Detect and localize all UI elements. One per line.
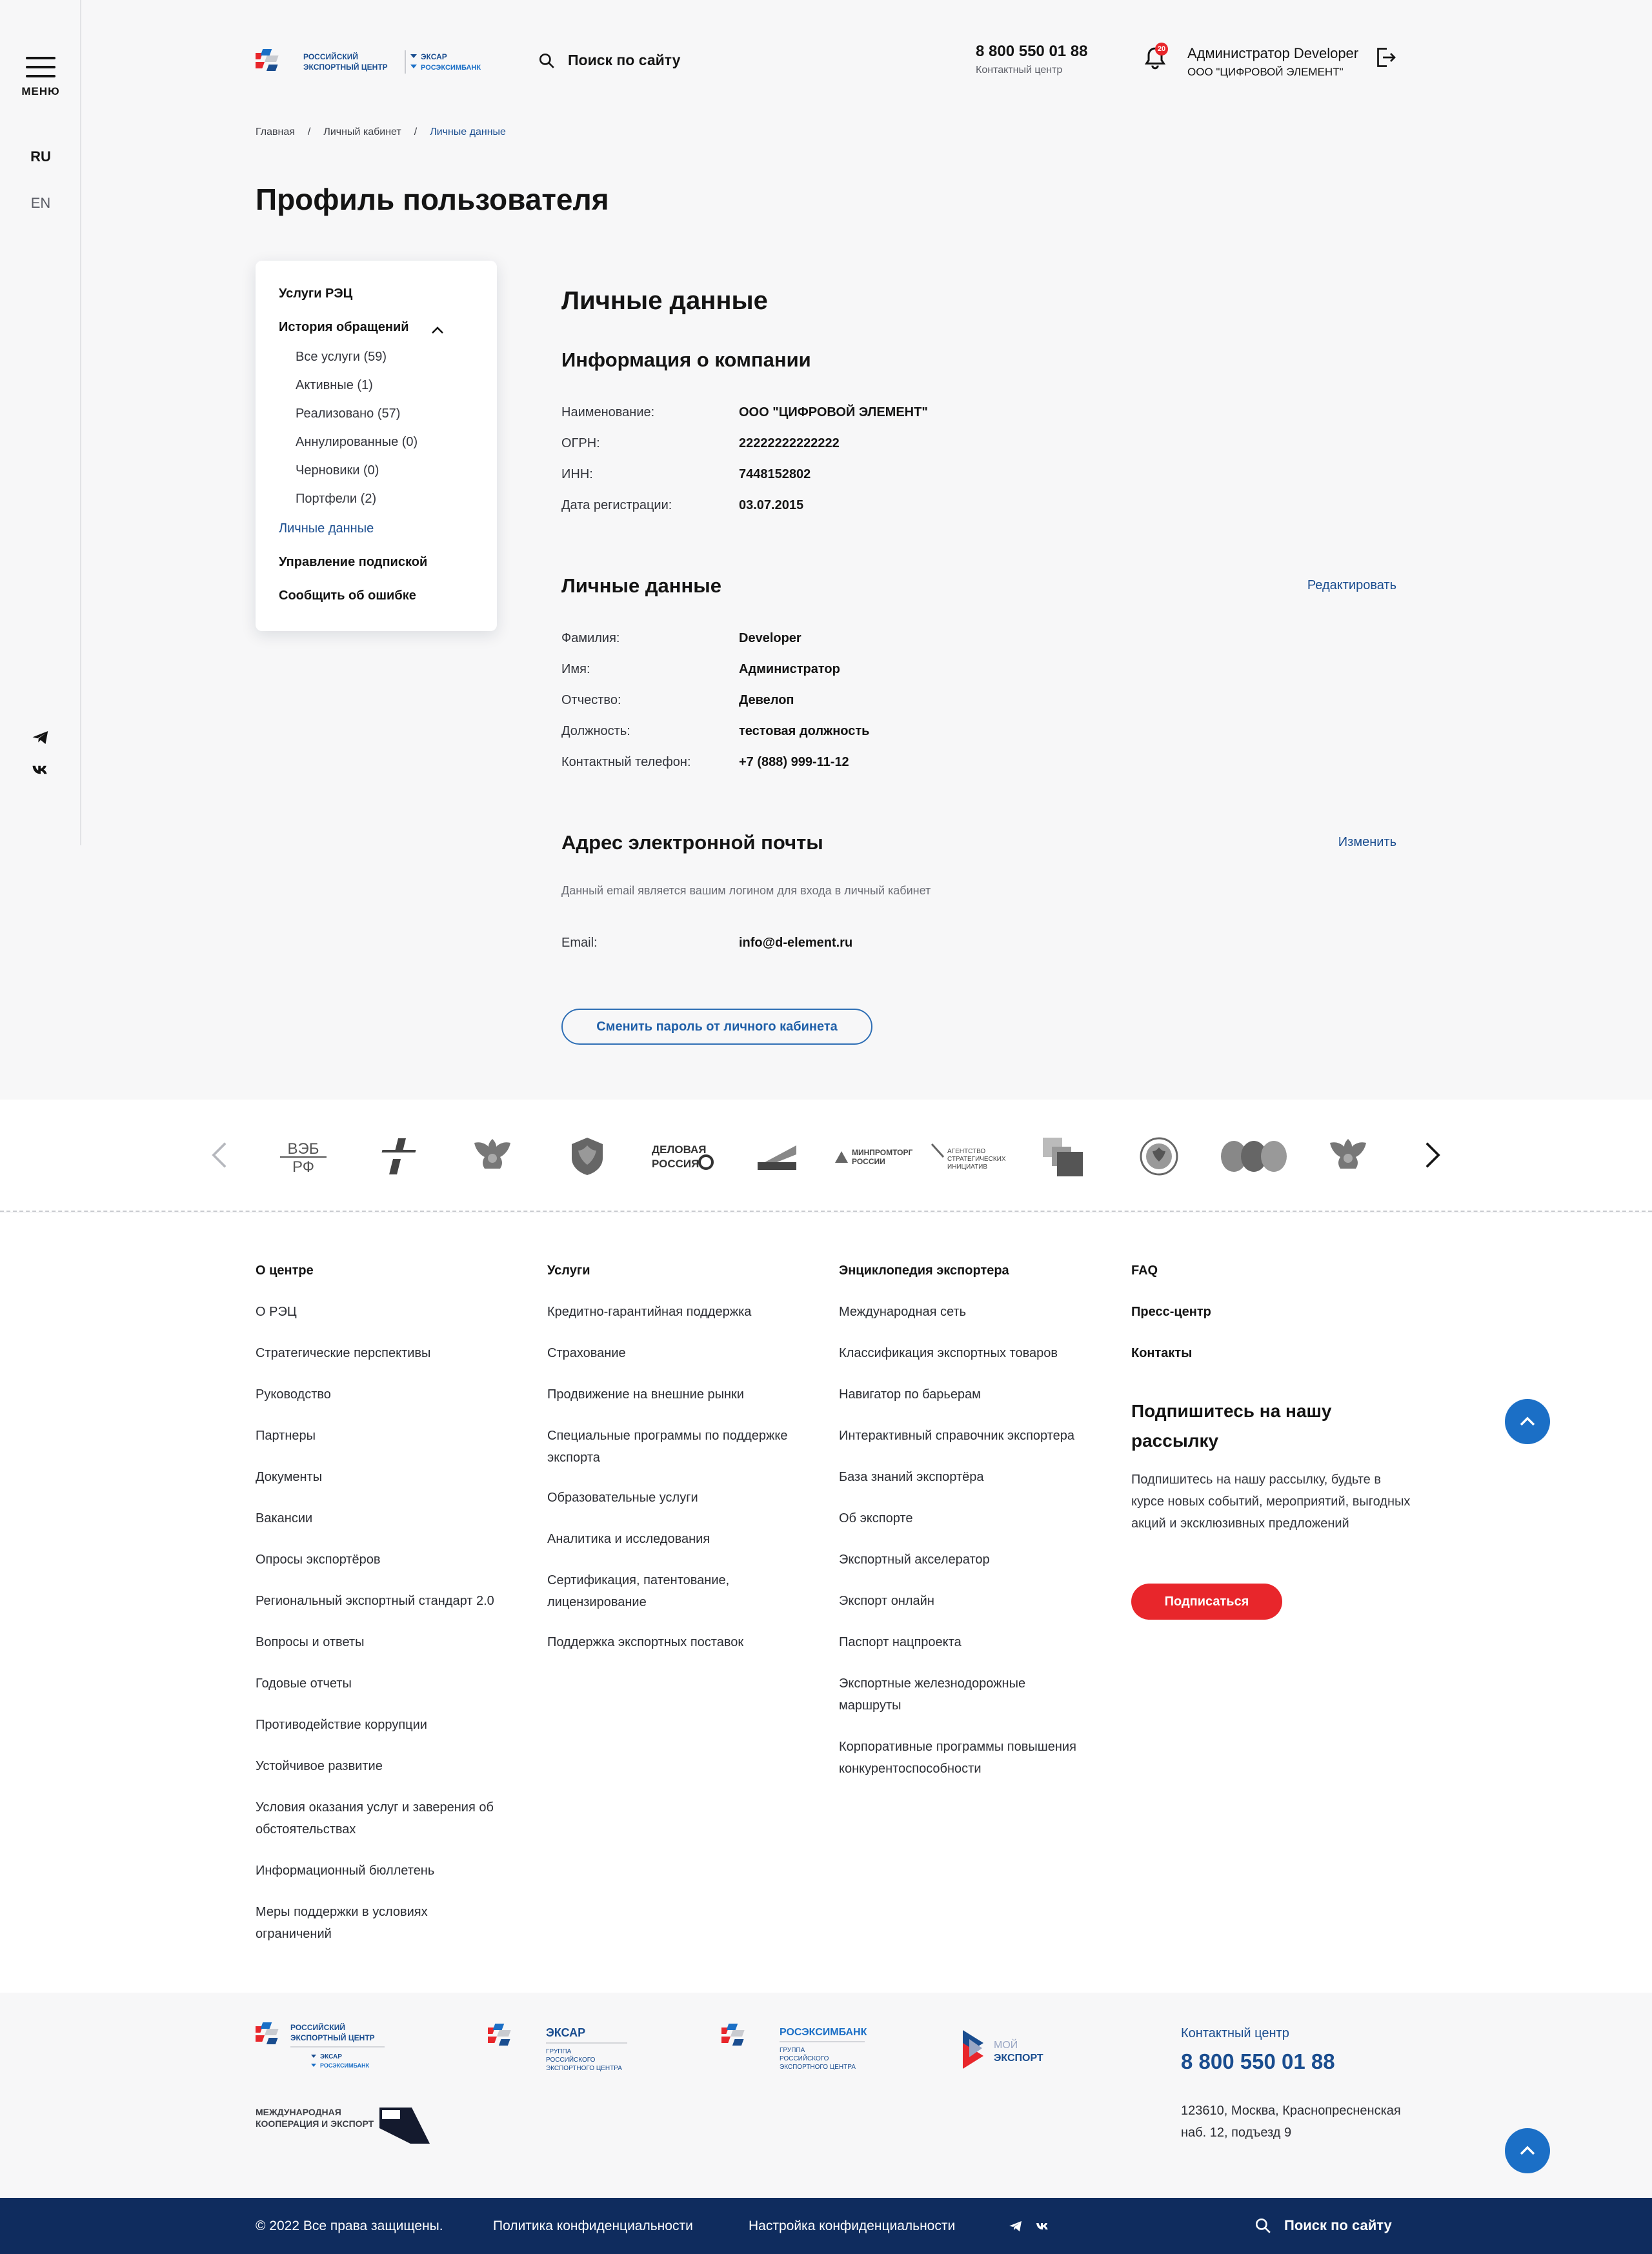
sidebar-sub-drafts[interactable]: Черновики (0) <box>296 463 379 478</box>
f-logo-exiar: ЭКСАР <box>320 2053 342 2060</box>
breadcrumb-home[interactable]: Главная <box>256 126 295 137</box>
asi-3: ИНИЦИАТИВ <box>947 1163 988 1171</box>
partner-minpromtorg-logo[interactable] <box>832 1133 916 1180</box>
logo-line-2: ЭКСПОРТНЫЙ ЦЕНТР <box>303 63 388 72</box>
scroll-top-button[interactable] <box>1505 1399 1550 1444</box>
company-value-date: 03.07.2015 <box>739 498 804 512</box>
exiar-sub-3: ЭКСПОРТНОГО ЦЕНТРА <box>546 2065 622 2072</box>
privacy-settings-link[interactable]: Настройка конфиденциальности <box>749 2219 956 2233</box>
personal-label-position: Должность: <box>561 724 630 738</box>
header-phone-caption: Контактный центр <box>976 65 1063 75</box>
sidebar-item-services[interactable]: Услуги РЭЦ <box>279 287 353 301</box>
company-label-name: Наименование: <box>561 405 655 419</box>
profile-sidebar <box>256 261 497 631</box>
personal-value-phone: +7 (888) 999-11-12 <box>739 755 849 769</box>
footer-link[interactable]: Навигатор по барьерам <box>839 1387 981 1402</box>
chevron-right-icon[interactable] <box>1424 1141 1442 1169</box>
sidebar-item-history[interactable]: История обращений <box>279 320 409 334</box>
partner-asi-logo[interactable] <box>929 1133 1007 1180</box>
company-value-name: ООО "ЦИФРОВОЙ ЭЛЕМЕНТ" <box>739 405 928 419</box>
change-email-link[interactable]: Изменить <box>1338 835 1396 849</box>
left-rail <box>0 0 81 845</box>
bank-sub-2: РОССИЙСКОГО <box>780 2055 829 2062</box>
footer-link[interactable]: Противодействие коррупции <box>256 1718 427 1732</box>
footer-link[interactable]: Информационный бюллетень <box>256 1864 435 1878</box>
breadcrumb-separator: / <box>414 126 418 137</box>
notification-badge: 20 <box>1155 43 1168 55</box>
menu-button[interactable] <box>21 57 60 97</box>
logo-bank: РОСЭКСИМБАНК <box>421 64 481 72</box>
f-logo-line-2: ЭКСПОРТНЫЙ ЦЕНТР <box>290 2033 375 2042</box>
footer-exiar-logo[interactable] <box>488 2022 636 2080</box>
bank-sub-1: ГРУППА <box>780 2047 805 2054</box>
search-icon <box>1254 2217 1271 2234</box>
bank-sub-3: ЭКСПОРТНОГО ЦЕНТРА <box>780 2064 856 2071</box>
footer-link[interactable]: Международная сеть <box>839 1305 967 1319</box>
asi-1: АГЕНТСТВО <box>947 1148 986 1155</box>
user-menu[interactable] <box>1187 45 1358 79</box>
minprom-bottom: РОССИИ <box>852 1157 885 1166</box>
footer-link[interactable]: Паспорт нацпроекта <box>839 1635 962 1649</box>
address: 123610, Москва, Краснопресненская наб. 12, подъезд 9 <box>1181 2104 1401 2140</box>
personal-label-patronymic: Отчество: <box>561 693 621 707</box>
footer-link[interactable]: Опросы экспортёров <box>256 1553 381 1567</box>
minprom-top: МИНПРОМТОРГ <box>852 1148 913 1157</box>
partner-veb-logo[interactable] <box>277 1133 329 1180</box>
contact-center-caption: Контактный центр <box>1181 2026 1289 2040</box>
contact-center-phone[interactable]: 8 800 550 01 88 <box>1181 2049 1335 2073</box>
footer-link[interactable]: О РЭЦ <box>256 1305 297 1319</box>
exiar-sub-2: РОССИЙСКОГО <box>546 2057 596 2064</box>
exiar-sub-1: ГРУППА <box>546 2048 572 2055</box>
nac-line-2: КООПЕРАЦИЯ И ЭКСПОРТ <box>256 2118 374 2129</box>
personal-value-patronymic: Девелоп <box>739 693 794 707</box>
footer-col2-head[interactable]: Услуги <box>547 1263 590 1278</box>
subscribe-title: Подпишитесь на нашу рассылку <box>1131 1401 1332 1451</box>
partner-emblem-logo[interactable] <box>568 1133 607 1180</box>
personal-label-phone: Контактный телефон: <box>561 755 691 769</box>
logo-line-1: РОССИЙСКИЙ <box>303 52 359 61</box>
edit-personal-link[interactable]: Редактировать <box>1307 578 1396 592</box>
header-phone[interactable] <box>976 43 1088 76</box>
footer-link[interactable]: Экспортный акселератор <box>839 1553 990 1567</box>
rec-logo[interactable] <box>256 48 481 76</box>
partner-flag-logo[interactable] <box>755 1133 799 1180</box>
personal-title: Личные данные <box>561 574 721 597</box>
email-title: Адрес электронной почты <box>561 831 823 854</box>
footer-link[interactable]: Руководство <box>256 1387 331 1402</box>
company-label-ogrn: ОГРН: <box>561 436 600 450</box>
logo-exiar: ЭКСАР <box>421 52 447 61</box>
footer-link[interactable]: Устойчивое развитие <box>256 1759 383 1773</box>
header-phone-number[interactable]: 8 800 550 01 88 <box>976 43 1088 60</box>
footer-link[interactable]: Классификация экспортных товаров <box>839 1346 1058 1360</box>
footer-search[interactable] <box>1254 2217 1392 2234</box>
partner-squares-logo[interactable] <box>1040 1133 1085 1180</box>
sidebar-item-personal[interactable]: Личные данные <box>279 521 374 536</box>
footer-link[interactable]: Интерактивный справочник экспортера <box>839 1429 1075 1443</box>
delovaya-top: ДЕЛОВАЯ <box>652 1143 707 1156</box>
moy-export-logo[interactable] <box>960 2025 1051 2077</box>
chevron-left-icon[interactable] <box>210 1141 228 1169</box>
footer-links <box>0 1213 1652 1993</box>
copyright-bar <box>0 2198 1652 2254</box>
personal-value-surname: Developer <box>739 631 801 645</box>
email-note: Данный email является вашим логином для входа в личный кабинет <box>561 884 931 897</box>
personal-label-surname: Фамилия: <box>561 631 620 645</box>
footer-link[interactable]: Кредитно-гарантийная поддержка <box>547 1305 752 1319</box>
copyright: © 2022 Все права защищены. <box>256 2219 443 2233</box>
footer-rec-logo[interactable] <box>256 2021 398 2079</box>
footer-contacts[interactable]: Контакты <box>1131 1346 1193 1360</box>
veb-top: ВЭБ <box>287 1140 319 1158</box>
subscribe-button[interactable]: Подписаться <box>1131 1584 1282 1620</box>
user-org: ООО "ЦИФРОВОЙ ЭЛЕМЕНТ" <box>1187 66 1344 78</box>
moy-bottom: ЭКСПОРТ <box>994 2053 1043 2064</box>
company-value-inn: 7448152802 <box>739 467 811 481</box>
footer-link[interactable]: Образовательные услуги <box>547 1491 698 1505</box>
footer-link[interactable]: Корпоративные программы повышения конкурентоспособности <box>839 1740 1076 1776</box>
partner-rsp-logo[interactable] <box>373 1133 419 1180</box>
partners-carousel <box>0 1100 1652 1212</box>
subscribe-text: Подпишитесь на нашу рассылку, будьте в курсе новых событий, мероприятий, выгодных акций и эксклюзивных предложений <box>1131 1473 1411 1531</box>
telegram-icon[interactable] <box>31 728 50 747</box>
f-logo-bank: РОСЭКСИМБАНК <box>320 2062 370 2069</box>
nac-line-1: МЕЖДУНАРОДНАЯ <box>256 2107 341 2117</box>
footer-press[interactable]: Пресс-центр <box>1131 1305 1211 1319</box>
breadcrumb-cabinet[interactable]: Личный кабинет <box>323 126 401 137</box>
email-label: Email: <box>561 936 598 950</box>
partner-delovaya-rossiya-logo[interactable] <box>650 1133 715 1180</box>
sidebar-sub-done[interactable]: Реализовано (57) <box>296 407 401 421</box>
sidebar-item-subscription[interactable]: Управление подпиской <box>279 555 428 569</box>
footer-faq[interactable]: FAQ <box>1131 1263 1158 1278</box>
footer-link[interactable]: Партнеры <box>256 1429 316 1443</box>
page-title: Профиль пользователя <box>256 183 609 216</box>
scroll-top-button-bottom[interactable] <box>1505 2128 1550 2173</box>
search-icon <box>538 52 555 69</box>
footer-link[interactable]: Аналитика и исследования <box>547 1532 710 1546</box>
sidebar-item-report[interactable]: Сообщить об ошибке <box>279 589 416 603</box>
personal-label-name: Имя: <box>561 662 590 676</box>
company-value-ogrn: 22222222222222 <box>739 436 840 450</box>
personal-value-name: Администратор <box>739 662 840 676</box>
bank-name: РОСЭКСИМБАНК <box>780 2027 867 2038</box>
change-password-button[interactable]: Сменить пароль от личного кабинета <box>561 1009 872 1045</box>
partner-eagle-logo[interactable] <box>471 1133 514 1180</box>
footer-col3-head[interactable]: Энциклопедия экспортера <box>839 1263 1009 1278</box>
moy-top: МОЙ <box>994 2040 1018 2051</box>
company-title: Информация о компании <box>561 348 811 371</box>
sidebar-sub-all[interactable]: Все услуги (59) <box>296 350 387 364</box>
user-name: Администратор Developer <box>1187 45 1359 61</box>
nacproekt-logo[interactable] <box>256 2101 436 2146</box>
personal-value-position: тестовая должность <box>739 724 870 738</box>
chevron-up-icon[interactable] <box>430 323 445 338</box>
footer-link[interactable]: Об экспорте <box>839 1511 913 1525</box>
footer-link[interactable]: Меры поддержки в условиях ограничений <box>256 1905 428 1941</box>
chevron-up-icon <box>1518 1412 1537 1431</box>
footer-link[interactable]: Региональный экспортный стандарт 2.0 <box>256 1594 494 1608</box>
asi-2: СТРАТЕГИЧЕСКИХ <box>947 1156 1006 1163</box>
header-search[interactable] <box>538 52 680 69</box>
lang-en[interactable]: EN <box>30 195 51 211</box>
footer-col1-head[interactable]: О центре <box>256 1263 314 1278</box>
footer-link[interactable]: Экспорт онлайн <box>839 1594 934 1608</box>
footer-link[interactable]: Условия оказания услуг и заверения об обстоятельствах <box>256 1800 494 1836</box>
f-logo-line-1: РОССИЙСКИЙ <box>290 2023 346 2032</box>
exiar-name: ЭКСАР <box>546 2026 586 2039</box>
footer-link[interactable]: Стратегические перспективы <box>256 1346 431 1360</box>
footer-link[interactable]: Вакансии <box>256 1511 313 1525</box>
menu-label: МЕНЮ <box>21 85 60 97</box>
company-label-date: Дата регистрации: <box>561 498 672 512</box>
breadcrumb-current: Личные данные <box>430 126 506 137</box>
company-label-inn: ИНН: <box>561 467 593 481</box>
section-title: Личные данные <box>561 287 768 315</box>
sidebar-sub-active[interactable]: Активные (1) <box>296 378 373 392</box>
sidebar-sub-cancelled[interactable]: Аннулированные (0) <box>296 435 418 449</box>
footer-link[interactable]: Экспортные железнодорожные маршруты <box>839 1676 1026 1713</box>
partner-waves-logo[interactable] <box>1218 1133 1289 1180</box>
vk-icon[interactable] <box>1035 2219 1051 2234</box>
footer-bank-logo[interactable] <box>721 2022 870 2080</box>
logout-icon[interactable] <box>1373 45 1396 70</box>
email-value: info@d-element.ru <box>739 936 853 950</box>
veb-bottom: РФ <box>292 1158 314 1176</box>
privacy-link[interactable]: Политика конфиденциальности <box>493 2219 693 2233</box>
footer-link[interactable]: Сертификация, патентование, лицензирование <box>547 1573 730 1609</box>
partner-eagle2-logo[interactable] <box>1327 1133 1369 1180</box>
partner-seal-logo[interactable] <box>1138 1133 1180 1180</box>
footer-link[interactable]: Продвижение на внешние рынки <box>547 1387 744 1402</box>
telegram-icon[interactable] <box>1008 2219 1023 2234</box>
breadcrumb-separator: / <box>307 126 311 137</box>
footer-link[interactable]: База знаний экспортёра <box>839 1470 984 1484</box>
chevron-up-icon <box>1518 2141 1537 2160</box>
sidebar-sub-portfolios[interactable]: Портфели (2) <box>296 492 377 506</box>
footer-link[interactable]: Годовые отчеты <box>256 1676 352 1691</box>
footer-link[interactable]: Поддержка экспортных поставок <box>547 1635 744 1649</box>
breadcrumb <box>256 126 506 138</box>
lang-ru[interactable]: RU <box>30 148 51 165</box>
delovaya-bottom: РОССИЯ <box>652 1158 700 1170</box>
footer-search-label: Поиск по сайту <box>1284 2217 1392 2233</box>
header-search-label: Поиск по сайту <box>568 52 681 68</box>
vk-icon[interactable] <box>31 760 50 780</box>
footer-link[interactable]: Страхование <box>547 1346 626 1360</box>
footer-link[interactable]: Документы <box>256 1470 323 1484</box>
footer-link[interactable]: Вопросы и ответы <box>256 1635 365 1649</box>
footer-link[interactable]: Специальные программы по поддержке экспорта <box>547 1429 788 1465</box>
